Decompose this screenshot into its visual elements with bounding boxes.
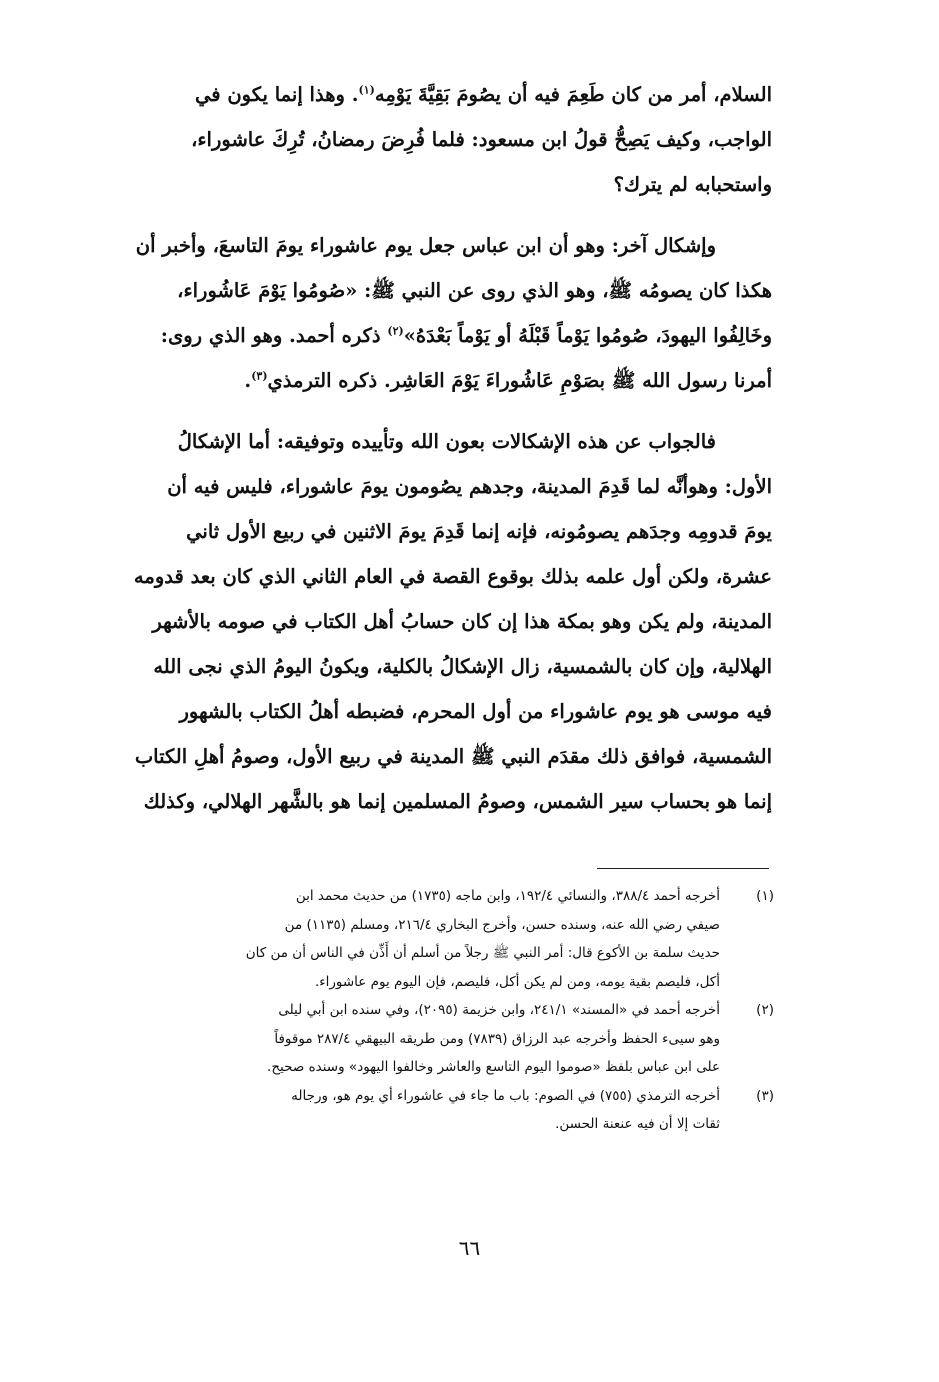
footnote-ref-3[interactable]: (٣) xyxy=(251,369,268,383)
text-run: . xyxy=(244,369,252,392)
text-run: أمرنا رسول الله ﷺ بصَوْمِ عَاشُوراءَ يَوْمَ العَاشِر. ذكره الترمذي xyxy=(267,369,772,392)
text-line: هكذا كان يصومُه ﷺ، وهو الذي روى عن النبي ﷺ: «صُومُوا يَوْمَ عَاشُوراء، xyxy=(177,279,772,302)
text-line: المدينة، ولم يكن وهو بمكة هذا إن كان حسابُ أهل الكتاب في صومه بالأشهر xyxy=(152,610,772,633)
text-line: الهلالية، وإن كان بالشمسية، زال الإشكالُ بالكلية، ويكونُ اليومُ الذي نجى الله xyxy=(153,655,772,678)
text-line: الواجب، وكيف يَصِحُّ قولُ ابن مسعود: فلما فُرِضَ رمضانُ، تُرِكَ عاشوراء، xyxy=(191,128,772,151)
footnote-number: (٣) xyxy=(756,1087,774,1104)
footnote-line: وهو سيىء الحفظ وأخرجه عبد الرزاق (٧٨٣٩) ومن طريقه البيهقي ٢٨٧/٤ موقوفاً xyxy=(274,1030,720,1047)
footnote-line: صيفي رضي الله عنه، وسنده حسن، وأخرج البخاري ٢١٦/٤، ومسلم (١١٣٥) من xyxy=(284,916,720,933)
text-run: وخَالِفُوا اليهودَ، صُومُوا يَوْماً قَبْلَهُ أو يَوْماً بَعْدَهُ» xyxy=(403,324,772,347)
text-line: فالجواب عن هذه الإشكالات بعون الله وتأييده وتوفيقه: أما الإشكالُ xyxy=(177,430,716,453)
text-line: الأول: وهوأنَّه لما قَدِمَ المدينة، وجدهم يصُومون يومَ عاشوراء، فليس فيه أن xyxy=(167,475,772,498)
text-line: واستحبابه لم يترك؟ xyxy=(613,173,772,196)
footnote-line: ثقات إلا أن فيه عنعنة الحسن. xyxy=(555,1116,720,1132)
footnotes xyxy=(100,882,780,1139)
paragraph-3 xyxy=(98,419,772,824)
footnote-1 xyxy=(100,882,780,996)
footnote-3 xyxy=(100,1082,780,1139)
footnote-ref-1[interactable]: (١) xyxy=(358,83,375,97)
footnote-divider xyxy=(597,868,769,869)
text-line xyxy=(98,358,772,403)
footnote-line: أكل، فليصم بقية يومه، ومن لم يكن أكل، فليصم، فإن اليوم يوم عاشوراء. xyxy=(314,973,720,990)
text-run: ذكره أحمد. وهو الذي روى: xyxy=(160,324,388,347)
footnote-line: أخرجه أحمد ٣٨٨/٤، والنسائي ١٩٢/٤، وابن ماجه (١٧٣٥) من حديث محمد ابن xyxy=(295,888,720,904)
footnote-number: (٢) xyxy=(756,1002,774,1018)
footnote-number: (١) xyxy=(756,888,774,904)
text-line: يومَ قدومِه وجدَهم يصومُونه، فإنه إنما قَدِمَ يومَ الاثنين في ربيع الأول ثاني xyxy=(186,520,772,543)
footnote-line: أخرجه أحمد في «المسند» ٢٤١/١، وابن خزيمة (٢٠٩٥)، وفي سنده ابن أبي ليلى xyxy=(278,1002,720,1018)
text-run: . وهذا إنما يكون في xyxy=(194,83,359,106)
footnote-ref-2[interactable]: (٢) xyxy=(387,324,404,338)
text-line xyxy=(98,313,772,358)
text-run: السلام، أمر من كان طَعِمَ فيه أن يصُومَ بَقِيَّةَ يَوْمِه xyxy=(374,83,772,106)
page-number: ٦٦ xyxy=(458,1236,481,1260)
text-line: فيه موسى هو يوم عاشوراء من أول المحرم، فضبطه أهلُ الكتاب بالشهور xyxy=(179,700,772,723)
footnote-line: أخرجه الترمذي (٧٥٥) في الصوم: باب ما جاء في عاشوراء أي يوم هو، ورجاله xyxy=(291,1087,720,1104)
text-line xyxy=(98,72,772,117)
text-line: إنما هو بحساب سير الشمس، وصومُ المسلمين إنما هو بالشَّهر الهلالي، وكذلك xyxy=(143,790,772,813)
main-text xyxy=(98,72,772,824)
text-line: وإشكال آخر: وهو أن ابن عباس جعل يوم عاشوراء يومَ التاسعَ، وأخبر أن xyxy=(135,234,716,257)
footnote-line: حديث سلمة بن الأكوع قال: أمر النبي ﷺ رجلاً من أسلم أن أَذِّن في الناس أن من كان xyxy=(245,945,720,961)
footnote-line: على ابن عباس بلفظ «صوموا اليوم التاسع والعاشر وخالفوا اليهود» وسنده صحيح. xyxy=(267,1059,720,1075)
text-line: الشمسية، فوافق ذلك مقدَم النبي ﷺ المدينة في ربيع الأول، وصومُ أهلِ الكتاب xyxy=(134,745,772,768)
text-line: عشرة، ولكن أول علمه بذلك بوقوع القصة في العام الثاني الذي كان بعد قدومه xyxy=(133,565,772,588)
footnote-2 xyxy=(100,996,780,1082)
paragraph-1 xyxy=(98,72,772,207)
paragraph-2 xyxy=(98,223,772,403)
